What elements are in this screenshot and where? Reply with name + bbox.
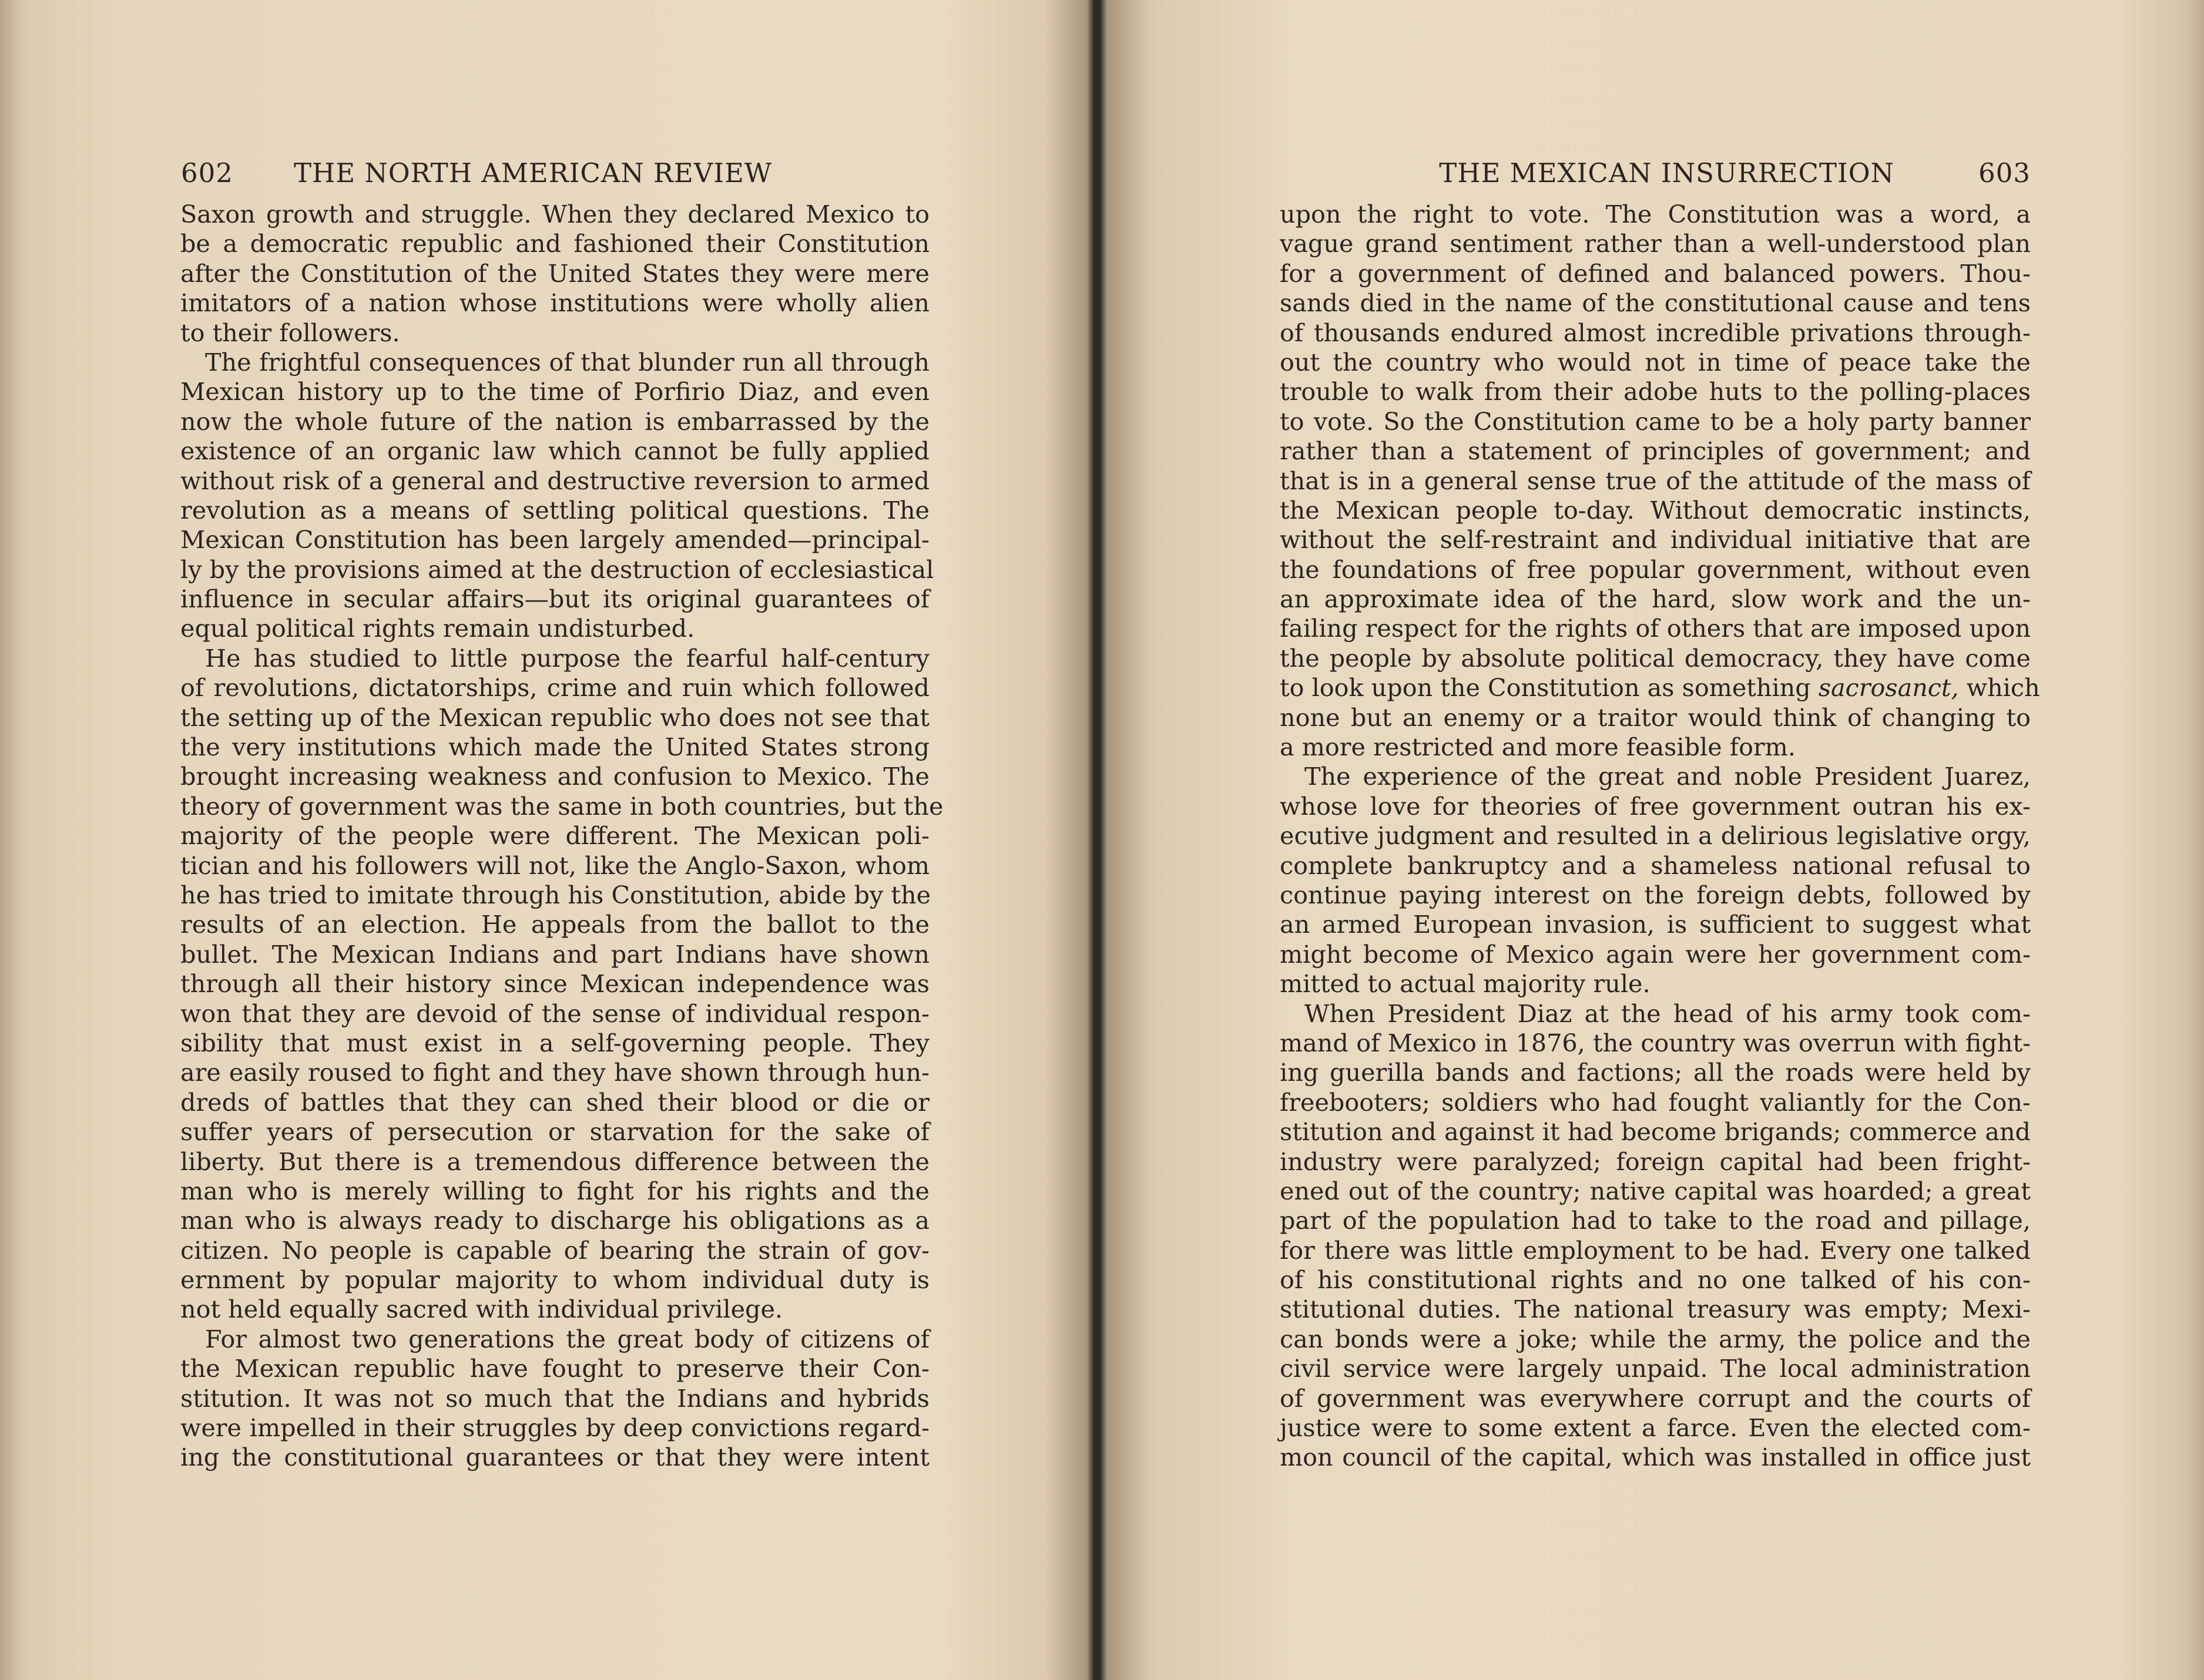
- text-line: through all their history since Mexican independence was: [180, 970, 930, 999]
- text-line: revolution as a means of settling political questions. The: [180, 496, 930, 525]
- text-line: Mexican history up to the time of Porfirio Diaz, and even: [180, 378, 930, 406]
- text-line: that is in a general sense true of the attitude of the mass of: [1280, 466, 2031, 495]
- text-line: continue paying interest on the foreign debts, followed by: [1280, 881, 2031, 909]
- text-line: won that they are devoid of the sense of individual respon-: [180, 999, 930, 1028]
- text-line: Mexican Constitution has been largely amended—principal-: [180, 526, 930, 555]
- text-line: justice were to some extent a farce. Even the elected com-: [1280, 1414, 2031, 1443]
- text-line: suffer years of persecution or starvation for the sake of: [180, 1118, 930, 1147]
- text-line: vague grand sentiment rather than a well-understood plan: [1280, 230, 2031, 258]
- text-line: stitutional duties. The national treasury was empty; Mexi-: [1280, 1295, 2031, 1324]
- text-line: sands died in the name of the constitutional cause and tens: [1280, 289, 2031, 318]
- text-line: whose love for theories of free government outran his ex-: [1280, 792, 2031, 821]
- text-line: He has studied to little purpose the fearful half-century: [205, 644, 930, 673]
- text-line: were impelled in their struggles by deep convictions regard-: [180, 1414, 930, 1443]
- text-line: upon the right to vote. The Constitution was a word, a: [1280, 200, 2031, 229]
- text-line: for there was little employment to be had. Every one talked: [1280, 1236, 2031, 1265]
- text-line: might become of Mexico again were her government com-: [1280, 940, 2031, 969]
- text-line: ing guerilla bands and factions; all the roads were held by: [1280, 1059, 2031, 1087]
- text-line: of government was everywhere corrupt and the courts of: [1280, 1384, 2031, 1413]
- left-running-title: THE NORTH AMERICAN REVIEW: [294, 157, 773, 189]
- right-page-number: 603: [1978, 157, 2031, 189]
- text-line: ernment by popular majority to whom individual duty is: [180, 1266, 930, 1295]
- text-line: liberty. But there is a tremendous difference between the: [180, 1147, 930, 1176]
- text-line: can bonds were a joke; while the army, the police and the: [1280, 1325, 2031, 1353]
- left-body-text: [180, 200, 944, 1473]
- text-line: an approximate idea of the hard, slow work and the un-: [1280, 585, 2031, 614]
- text-line: the setting up of the Mexican republic who does not see that: [180, 703, 930, 732]
- text-line: freebooters; soldiers who had fought valiantly for the Con-: [1280, 1088, 2031, 1117]
- text-line: of his constitutional rights and no one talked of his con-: [1280, 1266, 2031, 1295]
- text-line: bullet. The Mexican Indians and part Indians have shown: [180, 940, 930, 969]
- text-line: trouble to walk from their adobe huts to the polling-places: [1280, 378, 2031, 406]
- text-line: rather than a statement of principles of government; and: [1280, 437, 2031, 466]
- text-line: part of the population had to take to the road and pillage,: [1280, 1207, 2031, 1235]
- text-line: of revolutions, dictatorships, crime and ruin which followed: [180, 674, 930, 703]
- text-line: ing the constitutional guarantees or that they were intent: [180, 1443, 930, 1472]
- text-line: none but an enemy or a traitor would think of changing to: [1280, 703, 2031, 732]
- text-line: ecutive judgment and resulted in a delirious legislative orgy,: [1280, 822, 2031, 851]
- text-line: the Mexican republic have fought to preserve their Con-: [180, 1355, 930, 1383]
- text-line: are easily roused to fight and they have shown through hun-: [180, 1059, 930, 1087]
- text-line: now the whole future of the nation is embarrassed by the: [180, 407, 930, 436]
- text-line: influence in secular affairs—but its original guarantees of: [180, 585, 930, 614]
- text-line: for a government of defined and balanced powers. Thou-: [1280, 259, 2031, 288]
- text-line: civil service were largely unpaid. The local administration: [1280, 1355, 2031, 1383]
- text-line: out the country who would not in time of peace take the: [1280, 348, 2031, 377]
- text-line: results of an election. He appeals from the ballot to the: [180, 910, 930, 939]
- text-line: man who is merely willing to fight for his rights and the: [180, 1177, 930, 1205]
- text-line: not held equally sacred with individual privilege.: [180, 1295, 783, 1324]
- text-line: existence of an organic law which cannot be fully applied: [180, 437, 930, 466]
- text-line: equal political rights remain undisturbed.: [180, 614, 695, 643]
- text-line: When President Diaz at the head of his army took com-: [1304, 999, 2031, 1028]
- text-line: mand of Mexico in 1876, the country was overrun with fight-: [1280, 1029, 2031, 1057]
- text-line: industry were paralyzed; foreign capital had been fright-: [1280, 1147, 2031, 1176]
- text-line: dreds of battles that they can shed their blood or die or: [180, 1088, 930, 1117]
- text-line: man who is always ready to discharge his obligations as a: [180, 1207, 930, 1235]
- right-page: [1100, 0, 2204, 1680]
- text-line: be a democratic republic and fashioned their Constitution: [180, 230, 930, 258]
- text-line: The frightful consequences of that blunder run all through: [205, 348, 930, 377]
- text-line: mon council of the capital, which was installed in office just: [1280, 1443, 2031, 1472]
- text-line: For almost two generations the great body of citizens of: [205, 1325, 930, 1353]
- right-running-title: THE MEXICAN INSURRECTION: [1439, 157, 1894, 189]
- text-line: the foundations of free popular government, without even: [1280, 555, 2031, 584]
- text-line: complete bankruptcy and a shameless national refusal to: [1280, 851, 2031, 880]
- text-line: to vote. So the Constitution came to be a holy party banner: [1280, 407, 2031, 436]
- left-page-number: 602: [181, 157, 233, 189]
- text-line: without risk of a general and destructive reversion to armed: [180, 466, 930, 495]
- text-line: a more restricted and more feasible form.: [1280, 733, 1796, 762]
- text-line: failing respect for the rights of others that are imposed upon: [1280, 614, 2031, 643]
- text-line: an armed European invasion, is sufficient to suggest what: [1280, 910, 2031, 939]
- text-line: ened out of the country; native capital was hoarded; a great: [1280, 1177, 2031, 1205]
- text-line: the very institutions which made the United States strong: [180, 733, 930, 762]
- text-line: tician and his followers will not, like the Anglo-Saxon, whom: [180, 851, 930, 880]
- text-line: The experience of the great and noble President Juarez,: [1304, 762, 2031, 791]
- text-line: he has tried to imitate through his Constitution, abide by the: [180, 881, 931, 909]
- text-line: stitution. It was not so much that the Indians and hybrids: [180, 1384, 930, 1413]
- right-running-head: [1280, 157, 2031, 193]
- text-line: the people by absolute political democracy, they have come: [1280, 644, 2031, 673]
- text-line: stitution and against it had become brigands; commerce and: [1280, 1118, 2031, 1147]
- text-line: the Mexican people to-day. Without democratic instincts,: [1280, 496, 2031, 525]
- left-running-head: [181, 157, 932, 193]
- text-line: to their followers.: [180, 318, 400, 347]
- text-line: majority of the people were different. The Mexican poli-: [180, 822, 930, 851]
- text-line: citizen. No people is capable of bearing the strain of gov-: [180, 1236, 930, 1265]
- text-line: theory of government was the same in both countries, but the: [180, 792, 944, 821]
- text-line: sibility that must exist in a self-governing people. They: [180, 1029, 930, 1057]
- text-line: without the self-restraint and individual initiative that are: [1280, 526, 2031, 555]
- left-page: [0, 0, 1093, 1680]
- text-line: of thousands endured almost incredible privations through-: [1280, 318, 2031, 347]
- text-line: ly by the provisions aimed at the destruction of ecclesiastical: [180, 555, 934, 584]
- right-body-text: [1280, 200, 2040, 1473]
- text-line: brought increasing weakness and confusion to Mexico. The: [180, 762, 930, 791]
- text-line: imitators of a nation whose institutions were wholly alien: [180, 289, 930, 318]
- text-line: mitted to actual majority rule.: [1280, 970, 1651, 999]
- text-line: after the Constitution of the United States they were mere: [180, 259, 930, 288]
- text-line: Saxon growth and struggle. When they declared Mexico to: [180, 200, 930, 229]
- text-line: to look upon the Constitution as something sacrosanct, which: [1280, 674, 2040, 703]
